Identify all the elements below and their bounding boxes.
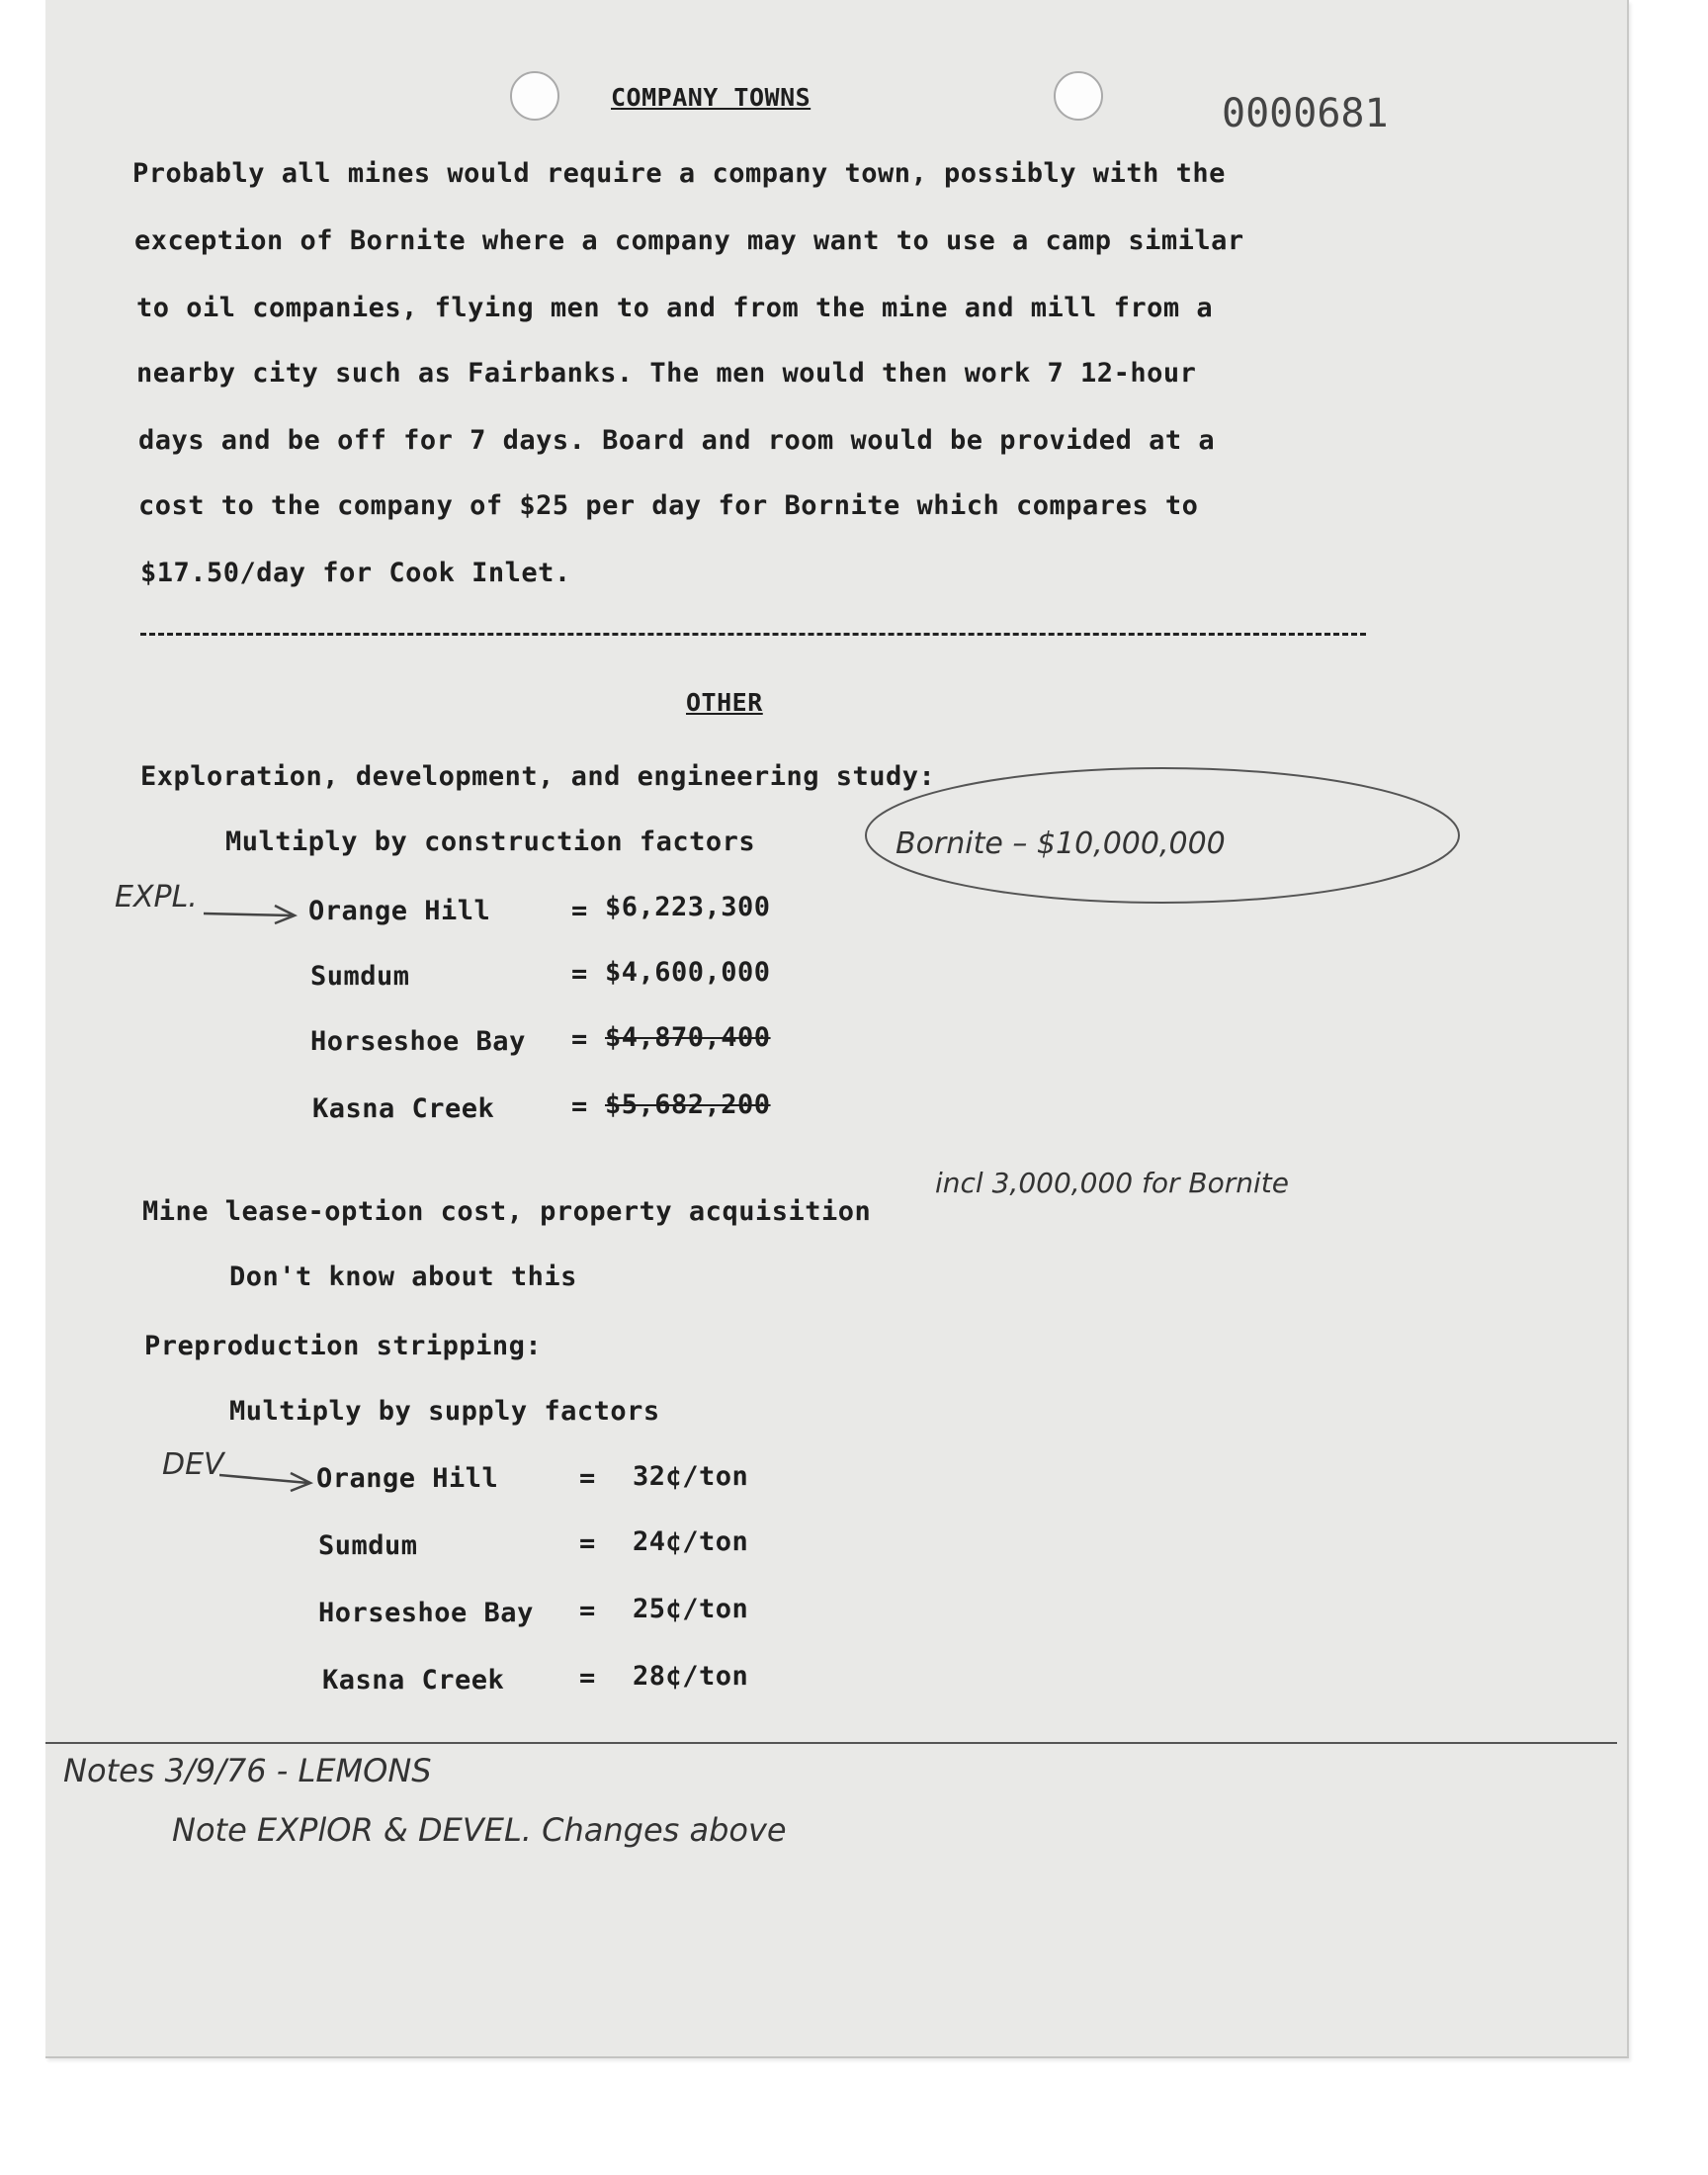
strip-row-horseshoe-name: Horseshoe Bay — [318, 1598, 534, 1628]
punch-hole-left — [510, 71, 559, 121]
strip-row-horseshoe-value: 25¢/ton — [633, 1594, 749, 1624]
body-line-1: Probably all mines would require a company town, possibly with the — [132, 158, 1226, 189]
strip-row-sumdum-eq: = — [579, 1528, 596, 1559]
body-line-2: exception of Bornite where a company may want to use a camp similar — [134, 225, 1244, 256]
construction-factors-label: Multiply by construction factors — [225, 826, 756, 857]
handwritten-dev-label: DEV — [162, 1447, 224, 1482]
expl-row-orange-hill-eq: = — [571, 896, 588, 926]
handwritten-notes-line-1: Notes 3/9/76 - LEMONS — [63, 1752, 432, 1789]
strip-row-kasna-name: Kasna Creek — [322, 1665, 505, 1696]
strip-row-horseshoe-eq: = — [579, 1596, 596, 1626]
handwritten-bornite-note: Bornite – $10,000,000 — [896, 826, 1226, 861]
notes-divider — [45, 1742, 1617, 1744]
lease-sub-label: Don't know about this — [229, 1262, 577, 1292]
supply-factors-label: Multiply by supply factors — [229, 1396, 660, 1427]
body-line-4: nearby city such as Fairbanks. The men would then work 7 12-hour — [136, 358, 1197, 389]
stripping-label: Preproduction stripping: — [144, 1331, 543, 1361]
body-line-6: cost to the company of $25 per day for Bornite which compares to — [138, 490, 1199, 521]
section-divider — [140, 633, 1366, 636]
body-line-5: days and be off for 7 days. Board and room would be provided at a — [138, 425, 1216, 456]
exploration-label: Exploration, development, and engineering study: — [140, 761, 936, 792]
strip-row-sumdum-name: Sumdum — [318, 1530, 418, 1561]
document-stamp-number: 0000681 — [1222, 91, 1389, 136]
strip-row-orange-hill-value: 32¢/ton — [633, 1461, 749, 1492]
strip-row-kasna-value: 28¢/ton — [633, 1661, 749, 1692]
expl-row-sumdum-name: Sumdum — [310, 961, 410, 992]
expl-row-horseshoe-value: $4,870,400 — [605, 1022, 771, 1053]
handwritten-acquisition-note: incl 3,000,000 for Bornite — [935, 1167, 1289, 1199]
strip-row-orange-hill-eq: = — [579, 1463, 596, 1494]
handwritten-expl-label: EXPL. — [115, 880, 198, 914]
expl-row-kasna-value: $5,682,200 — [605, 1089, 771, 1120]
dev-arrow-icon — [219, 1463, 318, 1493]
punch-hole-right — [1054, 71, 1103, 121]
expl-row-horseshoe-name: Horseshoe Bay — [310, 1026, 526, 1057]
handwritten-notes-line-2: Note EXPlOR & DEVEL. Changes above — [172, 1811, 787, 1849]
expl-row-kasna-name: Kasna Creek — [312, 1093, 495, 1124]
expl-row-kasna-eq: = — [571, 1091, 588, 1122]
expl-arrow-icon — [204, 896, 302, 925]
expl-row-horseshoe-eq: = — [571, 1024, 588, 1055]
document-page — [45, 0, 1629, 2058]
strip-row-sumdum-value: 24¢/ton — [633, 1526, 749, 1557]
body-line-7: $17.50/day for Cook Inlet. — [140, 558, 571, 588]
lease-label: Mine lease-option cost, property acquisition — [142, 1196, 872, 1227]
section-title-company-towns: COMPANY TOWNS — [611, 83, 811, 112]
expl-row-sumdum-value: $4,600,000 — [605, 957, 771, 988]
expl-row-sumdum-eq: = — [571, 959, 588, 990]
section-title-other: OTHER — [686, 688, 763, 717]
expl-row-orange-hill-value: $6,223,300 — [605, 892, 771, 922]
strip-row-orange-hill-name: Orange Hill — [316, 1463, 499, 1494]
expl-row-orange-hill-name: Orange Hill — [308, 896, 491, 926]
strip-row-kasna-eq: = — [579, 1663, 596, 1694]
body-line-3: to oil companies, flying men to and from the mine and mill from a — [136, 293, 1214, 323]
